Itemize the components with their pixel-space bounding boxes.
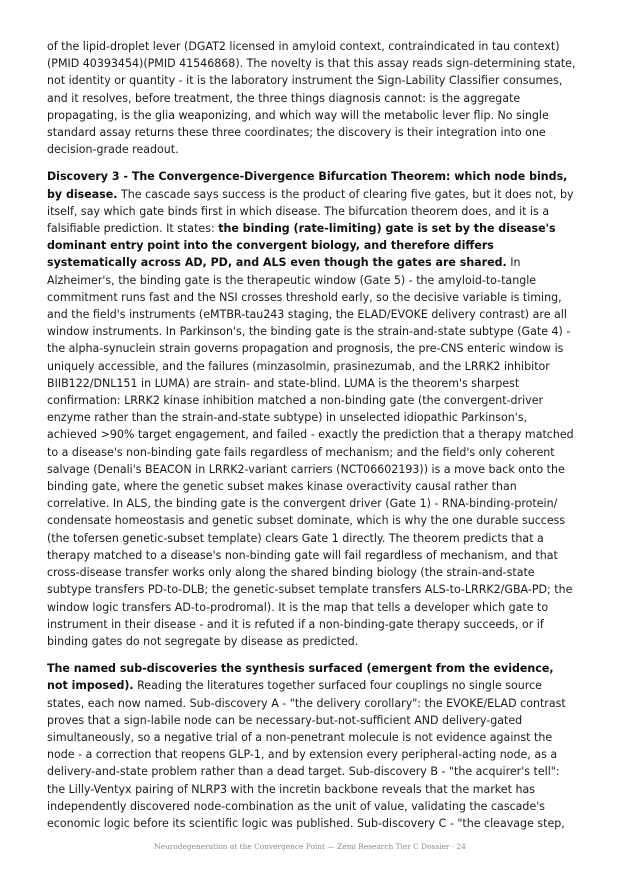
paragraph-lipid-droplet-lever [47, 38, 577, 158]
paragraph-text: In Alzheimer's, the binding gate is the therapeutic window (Gate 5) - the amyloid-to-tangle commitment runs fast and the NSI crosses threshold early, so the decisive variable is timing, and the field's instruments (eMTBR-tau243 staging, the ELAD/EVOKE delivery contrast) are all window instruments. In Parkinson's, the binding gate is the strain-and-state subtype (Gate 4) - the alpha-synuclein strain governs propagation and prognosis, the pre-CNS enteric window is uniquely accessible, and the failures (minzasolmin, prasinezumab, and the LRRK2 inhibitor BIIB122/DNL151 in LUMA) are strain- and state-blind. LUMA is the theorem's sharpest confirmation: LRRK2 kinase inhibition matched a non-binding gate (the convergent-driver enzyme rather than the strain-and-state subtype) in unselected idiopathic Parkinson's, achieved >90% target engagement, and failed - exactly the prediction that a therapy matched to a disease's non-binding gate fails regardless of mechanism; and the field's only coherent salvage (Denali's BEACON in LRRK2-variant carriers (NCT06602193)) is a move back onto the binding gate, where the genetic subset makes kinase overactivity causal rather than correlative. In ALS, the binding gate is the convergent driver (Gate 1) - RNA-binding-protein/ condensate homeostasis and genetic subset dominate, which is why the one durable success (the tofersen genetic-subset template) clears Gate 1 directly. The theorem predicts that a therapy matched to a disease's non-binding gate will fail regardless of mechanism, and that cross-disease transfer works only along the shared binding biology (the strain-and-state subtype transfers PD-to-DLB; the genetic-subset template transfers ALS-to-LRRK2/GBA-PD; the window logic transfers AD-to-prodromal). It is the map that tells a developer which gate to instrument in their disease - and it is refuted if a non-binding-gate therapy succeeds, or if binding gates do not segregate by disease as predicted. [47, 256, 574, 648]
paragraph-text: The cascade says success is the product of clearing five gates, but it does not, by itself, say which gate binds first in which disease. The bifurcation theorem does, and it is a falsifiable prediction. It states: [47, 187, 574, 236]
theorem-statement: the binding (rate-limiting) gate is set by the disease's dominant entry point into the convergent biology, and therefore differs systematically across AD, PD, and ALS even though the gates are shared. [47, 222, 556, 270]
paragraph-sub-discoveries [47, 660, 577, 832]
paragraph-discovery-3 [47, 168, 577, 650]
paragraph-text: Reading the literatures together surfaced four couplings no single source states, each now named. Sub-discovery A - "the delivery corollary": the EVOKE/ELAD contrast proves that a sign-labile node can be necessary-but-not-sufficient AND delivery-gated simultaneously, so a negative trial of a non-penetrant molecule is not evidence against the node - a correction that reopens GLP-1, and by extension every peripheral-acting node, as a delivery-and-state problem rather than a dead target. Sub-discovery B - "the acquirer's tell": the Lilly-Ventyx pairing of NLRP3 with the incretin backbone reveals that the market has independently discovered node-combination as the unit of value, validating the cascade's economic logic before its scientific logic was published. Sub-discovery C - "the cleavage step, [47, 679, 566, 830]
document-body [47, 38, 577, 842]
section-heading-discovery-3: Discovery 3 - The Convergence-Divergence Bifurcation Theorem: which node binds, by disease. [47, 170, 568, 201]
paragraph-text: of the lipid-droplet lever (DGAT2 licensed in amyloid context, contraindicated in tau context) (PMID 40393454)(PMID 41546868). The novelty is that this assay reads sign-determining state, not identity or quantity - it is the laboratory instrument the Sign-Lability Classifier consumes, and it resolves, before treatment, the three things diagnosis cannot: is the aggregate propagating, is the glia weaponizing, and which way will the metabolic lever flip. No single standard assay returns these three coordinates; the discovery is their integration into one decision-grade readout. [47, 40, 576, 157]
page-footer: Neurodegeneration at the Convergence Point — Zemi Research Tier C Dossier · 24 [154, 842, 466, 851]
section-heading-sub-discoveries: The named sub-discoveries the synthesis surfaced (emergent from the evidence, not imposed). [47, 662, 554, 693]
